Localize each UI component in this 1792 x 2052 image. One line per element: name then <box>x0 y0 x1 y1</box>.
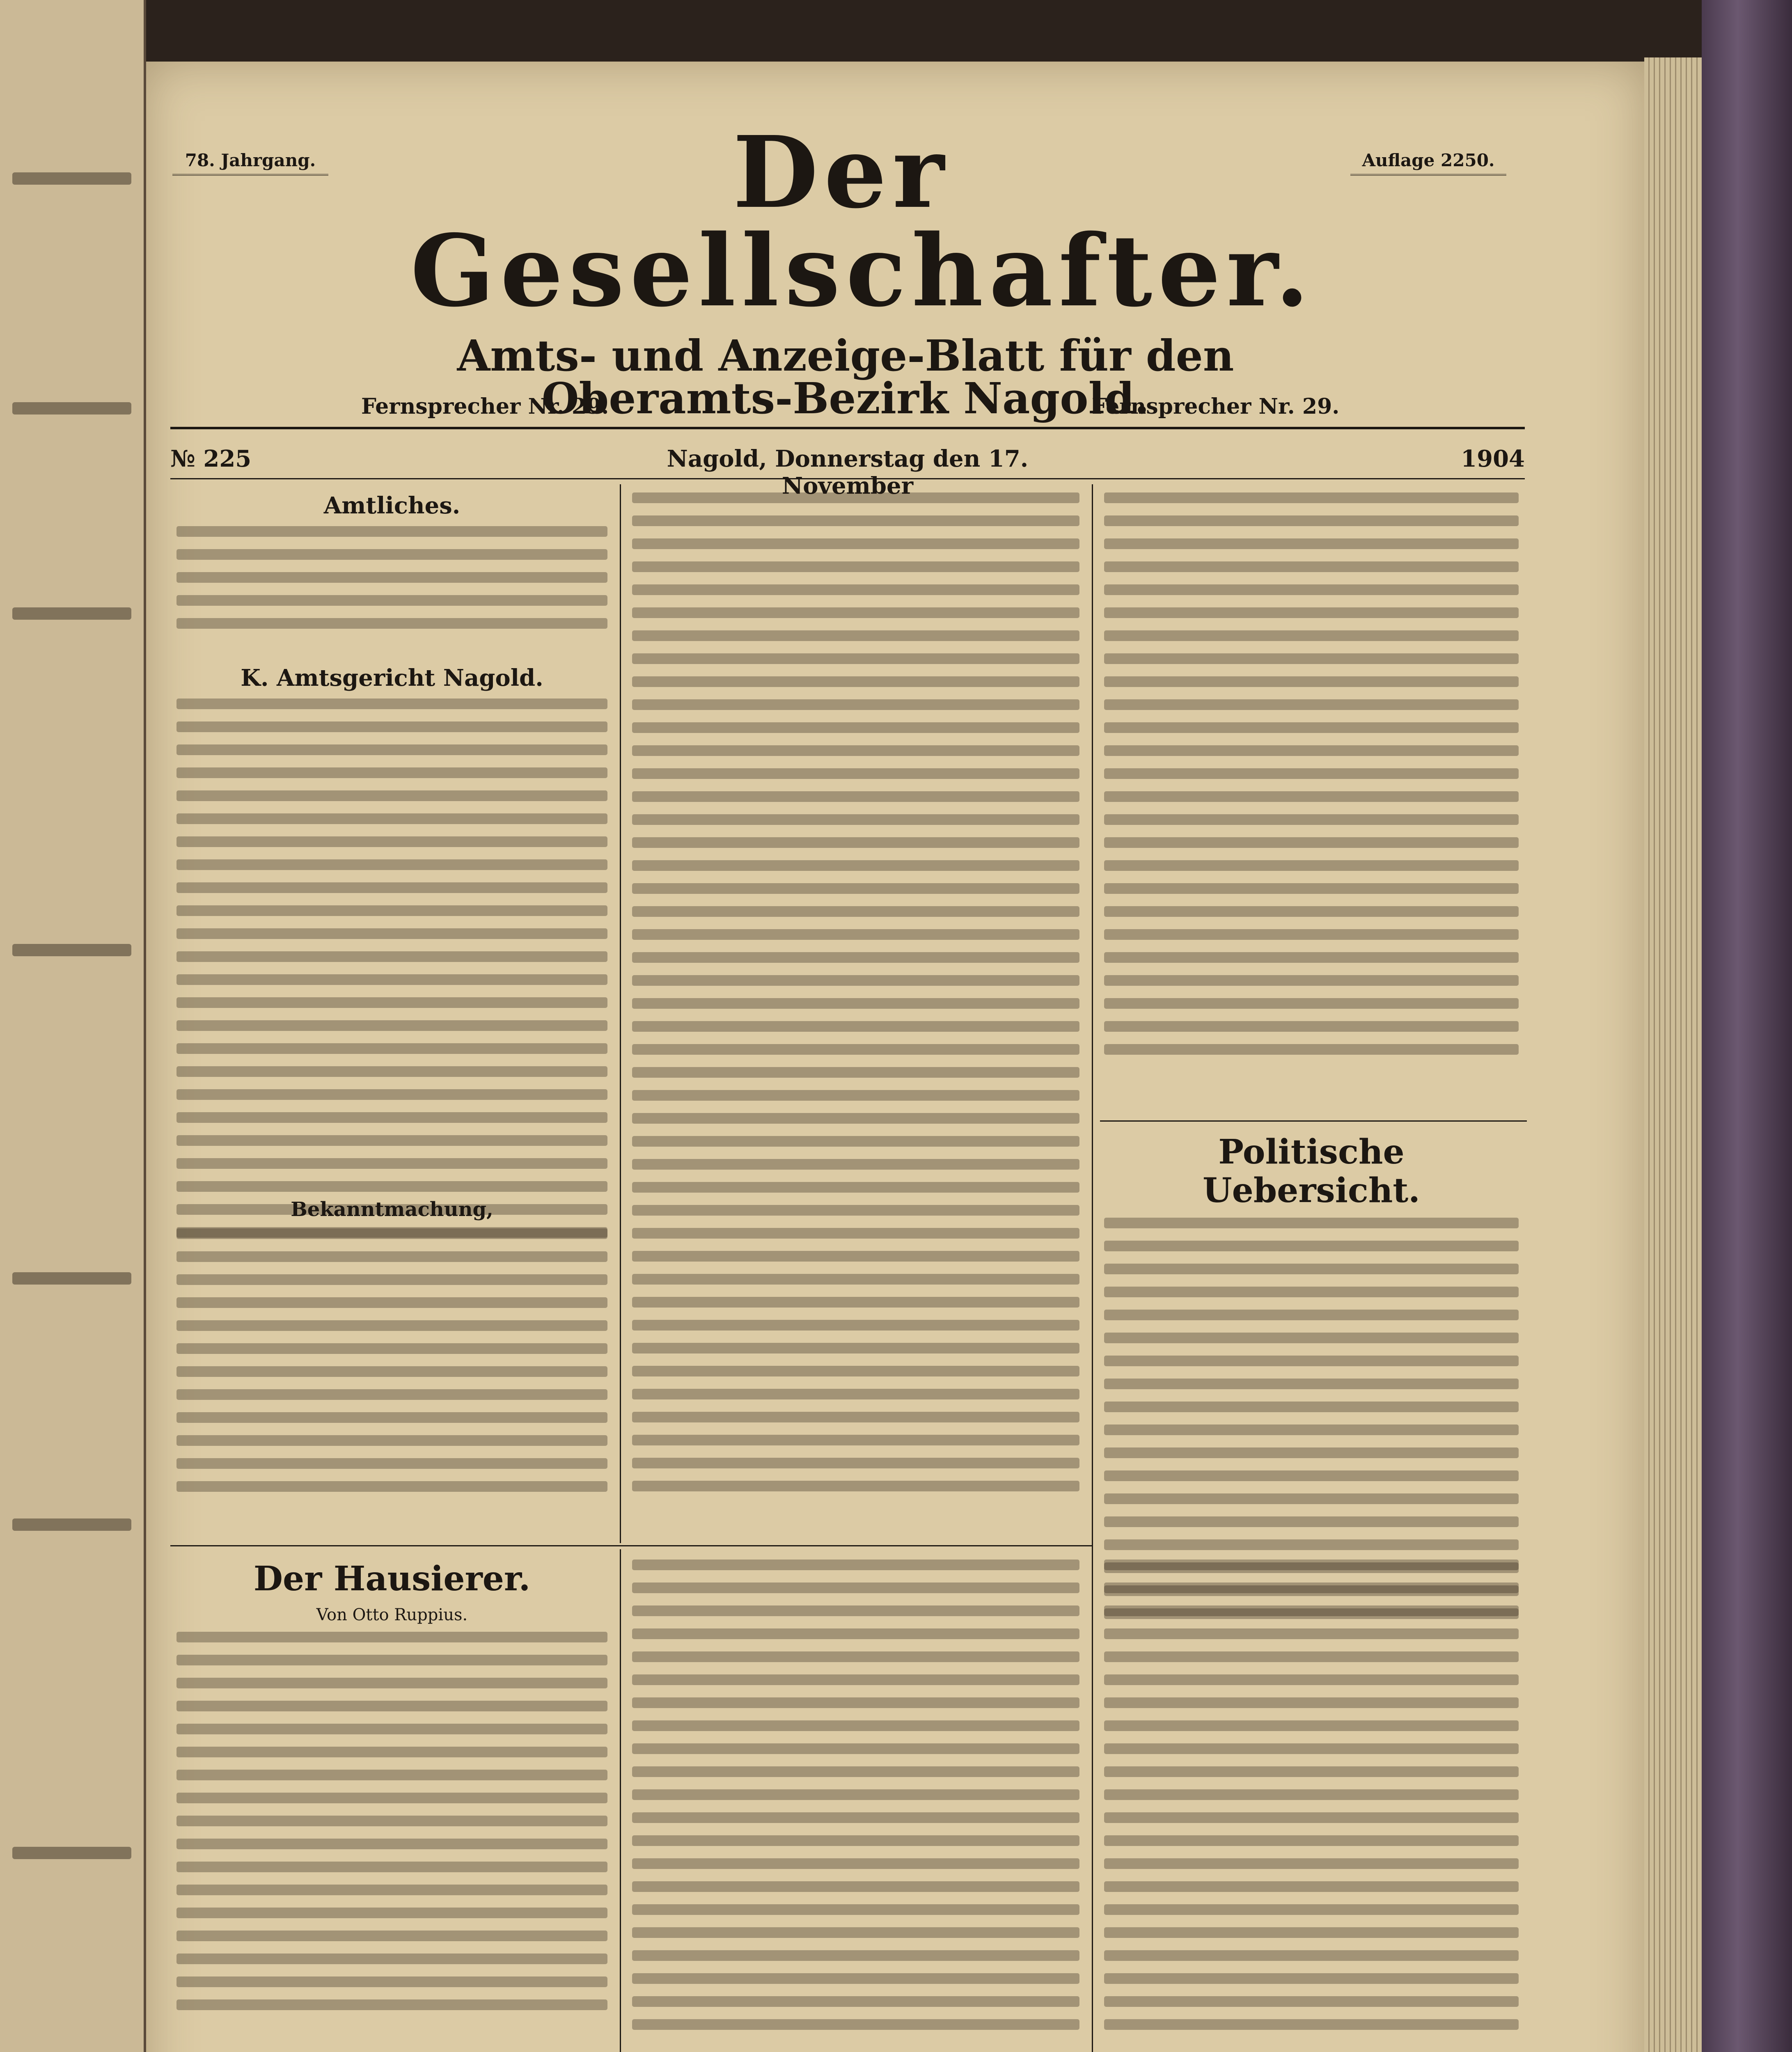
unread-text <box>1104 1310 1519 1320</box>
unread-text <box>1104 699 1519 710</box>
unread-text <box>632 1389 1079 1399</box>
unread-text <box>1104 515 1519 526</box>
unread-text <box>176 1412 607 1423</box>
unread-text <box>176 1862 607 1872</box>
unread-text <box>1104 1264 1519 1274</box>
unread-text <box>176 1435 607 1446</box>
unread-text <box>632 492 1079 503</box>
unread-text <box>632 1812 1079 1823</box>
unread-text <box>632 745 1079 756</box>
unread-text <box>176 1181 607 1192</box>
unread-text <box>1104 883 1519 894</box>
unread-text <box>1104 1743 1519 1754</box>
unread-text <box>632 699 1079 710</box>
unread-text <box>1104 814 1519 825</box>
unread-text <box>1104 2019 1519 2030</box>
unread-text <box>1104 1789 1519 1800</box>
unread-text <box>176 1297 607 1308</box>
unread-text <box>1104 745 1519 756</box>
unread-text <box>1104 1560 1519 1570</box>
unread-text <box>176 790 607 801</box>
unread-text <box>176 1020 607 1031</box>
phone-left: Fernsprecher Nr. 29. <box>361 394 609 419</box>
unread-text <box>176 1228 607 1239</box>
unread-text <box>632 1789 1079 1800</box>
unread-text <box>1104 561 1519 572</box>
unread-text <box>176 1366 607 1377</box>
unread-text <box>632 1560 1079 1570</box>
column-right-lower <box>1104 1560 1519 2042</box>
unread-text <box>1104 1402 1519 1412</box>
unread-text <box>176 997 607 1008</box>
unread-text <box>1104 1950 1519 1961</box>
unread-text <box>176 1043 607 1054</box>
unread-text <box>176 1747 607 1757</box>
unread-text <box>1104 1379 1519 1389</box>
unread-text <box>632 1067 1079 1078</box>
unread-text <box>176 1793 607 1803</box>
unread-text <box>632 538 1079 549</box>
unread-text <box>1104 952 1519 963</box>
section-title: Politische Uebersicht. <box>1203 1132 1420 1211</box>
section-bekanntmachung <box>176 1198 607 1504</box>
unread-text <box>632 1113 1079 1124</box>
unread-text <box>176 813 607 824</box>
unread-text <box>1104 1539 1519 1550</box>
unread-text <box>1104 1674 1519 1685</box>
unread-text <box>1104 1628 1519 1639</box>
unread-text <box>176 928 607 939</box>
column-right-upper <box>1104 492 1519 1067</box>
unread-text <box>632 1858 1079 1869</box>
masthead-subtitle: Amts- und Anzeige-Blatt für den Oberamts-Bezirk Nagold. <box>457 330 1234 424</box>
unread-text <box>632 768 1079 779</box>
previous-page-text <box>12 1272 131 1285</box>
unread-text <box>176 595 607 606</box>
unread-text <box>632 1481 1079 1491</box>
unread-text <box>176 905 607 916</box>
unread-text <box>632 1651 1079 1662</box>
unread-text <box>176 1885 607 1895</box>
header-rule <box>170 427 1525 429</box>
unread-text <box>1104 1493 1519 1504</box>
unread-text <box>632 1950 1079 1961</box>
unread-text <box>632 1297 1079 1308</box>
unread-text <box>632 1583 1079 1593</box>
unread-text <box>632 1435 1079 1445</box>
advertising-info-unread <box>1350 181 1506 263</box>
unread-text <box>176 882 607 893</box>
section-uebersicht <box>1104 1133 1519 1631</box>
unread-text <box>1104 929 1519 940</box>
circulation-box <box>1350 150 1506 263</box>
unread-text <box>1104 1858 1519 1869</box>
page-stack-edges <box>1644 57 1702 2052</box>
unread-text <box>176 1770 607 1780</box>
unread-text <box>176 1954 607 1964</box>
unread-text <box>1104 722 1519 733</box>
section-title: Amtliches. <box>323 492 461 519</box>
column-middle-lower <box>632 1560 1079 2042</box>
unread-text <box>1104 1044 1519 1055</box>
previous-page-text <box>12 1847 131 1859</box>
column-divider <box>620 1549 621 2052</box>
unread-text <box>176 1931 607 1941</box>
unread-text <box>632 607 1079 618</box>
unread-text <box>1104 791 1519 802</box>
previous-page-text <box>12 607 131 620</box>
unread-text <box>1104 975 1519 986</box>
unread-text <box>1104 1835 1519 1846</box>
unread-text <box>1104 1356 1519 1366</box>
unread-text <box>176 549 607 560</box>
unread-text <box>632 653 1079 664</box>
unread-text <box>176 836 607 847</box>
section-hausierer <box>176 1560 607 2022</box>
unread-text <box>632 1904 1079 1915</box>
unread-text <box>1104 1720 1519 1731</box>
unread-text <box>632 1090 1079 1101</box>
unread-text <box>632 883 1079 894</box>
unread-text <box>176 721 607 732</box>
unread-text <box>176 1701 607 1711</box>
unread-text <box>632 1927 1079 1938</box>
unread-text <box>632 630 1079 641</box>
section-divider <box>170 1545 1092 1546</box>
unread-text <box>1104 1651 1519 1662</box>
unread-text <box>1104 1605 1519 1616</box>
previous-page-text <box>12 172 131 185</box>
unread-text <box>1104 607 1519 618</box>
unread-text <box>632 1881 1079 1892</box>
column-middle-upper <box>632 492 1079 1504</box>
unread-text <box>1104 768 1519 779</box>
unread-text <box>632 952 1079 963</box>
unread-text <box>632 584 1079 595</box>
unread-text <box>176 1999 607 2010</box>
unread-text <box>632 1697 1079 1708</box>
unread-text <box>632 1674 1079 1685</box>
unread-text <box>176 1135 607 1146</box>
unread-text <box>1104 860 1519 871</box>
unread-text <box>176 1724 607 1734</box>
unread-text <box>1104 837 1519 848</box>
unread-text <box>176 618 607 629</box>
unread-text <box>632 1458 1079 1468</box>
unread-text <box>176 1816 607 1826</box>
unread-text <box>176 1320 607 1331</box>
unread-text <box>632 860 1079 871</box>
unread-text <box>176 1112 607 1123</box>
unread-text <box>1104 1447 1519 1458</box>
column-divider <box>620 484 621 1543</box>
unread-text <box>1104 1583 1519 1593</box>
previous-page-text <box>12 1518 131 1531</box>
unread-text <box>176 699 607 709</box>
section-amtliches <box>176 492 607 641</box>
unread-text <box>632 1182 1079 1193</box>
unread-text <box>632 1274 1079 1285</box>
book-cover <box>1702 0 1792 2052</box>
unread-text <box>632 1320 1079 1331</box>
unread-text <box>632 1021 1079 1032</box>
unread-text <box>176 526 607 537</box>
unread-text <box>632 1766 1079 1777</box>
unread-text <box>632 1605 1079 1616</box>
unread-text <box>176 1158 607 1169</box>
unread-text <box>632 837 1079 848</box>
unread-text <box>176 572 607 583</box>
unread-text <box>176 1389 607 1400</box>
unread-text <box>176 1678 607 1688</box>
unread-text <box>632 1996 1079 2007</box>
unread-text <box>1104 1881 1519 1892</box>
unread-text <box>176 974 607 985</box>
unread-text <box>1104 998 1519 1009</box>
unread-text <box>632 906 1079 917</box>
issue-place-date: Nagold, Donnerstag den 17. November <box>667 445 1029 499</box>
unread-text <box>632 998 1079 1009</box>
unread-text <box>176 1655 607 1665</box>
unread-text <box>1104 630 1519 641</box>
unread-text <box>1104 1516 1519 1527</box>
section-title: Bekanntmachung, <box>291 1198 493 1221</box>
issue-year: 1904 <box>1461 445 1525 472</box>
section-title: K. Amtsgericht Nagold. <box>241 664 543 692</box>
unread-text <box>1104 1904 1519 1915</box>
issue-rule <box>170 478 1525 479</box>
unread-text <box>1104 1470 1519 1481</box>
unread-text <box>176 951 607 962</box>
issue-number: № 225 <box>170 445 252 472</box>
unread-text <box>632 1973 1079 1984</box>
unread-text <box>176 1251 607 1262</box>
unread-text <box>176 859 607 870</box>
unread-text <box>632 1159 1079 1170</box>
unread-text <box>632 1412 1079 1422</box>
unread-text <box>1104 1927 1519 1938</box>
section-amtsgericht <box>176 665 607 1250</box>
unread-text <box>632 929 1079 940</box>
unread-text <box>176 1632 607 1642</box>
unread-text <box>176 1481 607 1492</box>
unread-text <box>632 1743 1079 1754</box>
unread-text <box>632 1205 1079 1216</box>
unread-text <box>1104 1424 1519 1435</box>
previous-page-text <box>12 944 131 956</box>
unread-text <box>632 791 1079 802</box>
unread-text <box>1104 1218 1519 1228</box>
circulation-label: Auflage 2250. <box>1350 150 1506 176</box>
unread-text <box>176 1908 607 1918</box>
unread-text <box>632 515 1079 526</box>
unread-text <box>176 1089 607 1100</box>
unread-text <box>176 767 607 778</box>
unread-text <box>176 1839 607 1849</box>
unread-text <box>1104 1973 1519 1984</box>
unread-text <box>1104 676 1519 687</box>
unread-text <box>632 1228 1079 1239</box>
unread-text <box>1104 1287 1519 1297</box>
unread-text <box>632 561 1079 572</box>
unread-text <box>1104 1333 1519 1343</box>
unread-text <box>632 1720 1079 1731</box>
unread-text <box>632 722 1079 733</box>
unread-text <box>1104 492 1519 503</box>
unread-text <box>176 1066 607 1077</box>
unread-text <box>632 1366 1079 1376</box>
unread-text <box>1104 1697 1519 1708</box>
section-author: Von Otto Ruppius. <box>316 1605 468 1625</box>
unread-text <box>1104 584 1519 595</box>
unread-text <box>632 1628 1079 1639</box>
volume-box <box>172 150 328 263</box>
section-title: Der Hausierer. <box>253 1559 531 1599</box>
unread-text <box>632 975 1079 986</box>
unread-text <box>632 1136 1079 1147</box>
unread-text <box>176 1976 607 1987</box>
unread-text <box>632 814 1079 825</box>
unread-text <box>1104 1812 1519 1823</box>
unread-text <box>176 1458 607 1469</box>
unread-text <box>632 2019 1079 2030</box>
column-divider <box>1092 484 1093 2052</box>
unread-text <box>1104 1241 1519 1251</box>
previous-page-edge <box>0 0 146 2052</box>
unread-text <box>176 1343 607 1354</box>
section-divider <box>1100 1120 1527 1122</box>
phone-right: Fernsprecher Nr. 29. <box>1092 394 1340 419</box>
unread-text <box>1104 653 1519 664</box>
subscription-info-unread <box>172 181 328 263</box>
unread-text <box>1104 906 1519 917</box>
previous-page-text <box>12 402 131 415</box>
unread-text <box>1104 1021 1519 1032</box>
volume-label: 78. Jahrgang. <box>172 150 328 176</box>
masthead-title: Der Gesellschafter. <box>410 115 1315 329</box>
unread-text <box>1104 1766 1519 1777</box>
unread-text <box>176 1274 607 1285</box>
unread-text <box>176 744 607 755</box>
unread-text <box>632 1835 1079 1846</box>
unread-text <box>1104 1996 1519 2007</box>
unread-text <box>632 1251 1079 1262</box>
unread-text <box>632 1343 1079 1353</box>
unread-text <box>632 1044 1079 1055</box>
unread-text <box>1104 538 1519 549</box>
unread-text <box>632 676 1079 687</box>
